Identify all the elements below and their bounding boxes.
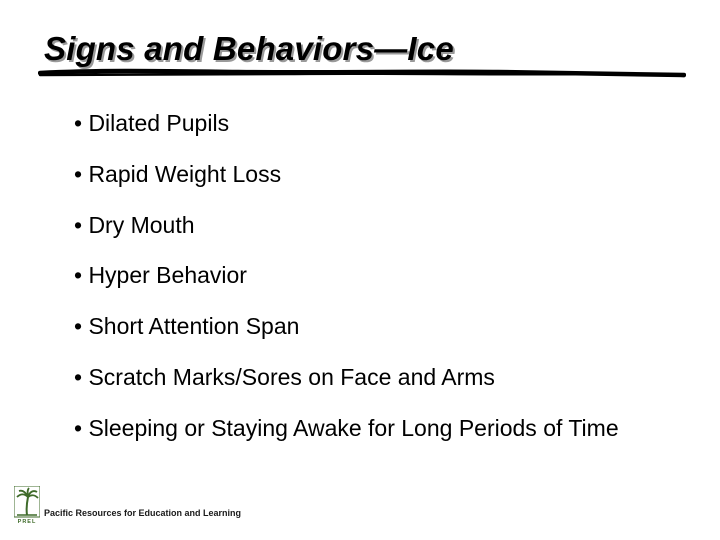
bullet-item: • Dilated Pupils	[74, 110, 230, 136]
bullet-item: • Hyper Behavior	[74, 262, 247, 289]
palm-tree-icon	[14, 486, 40, 524]
svg-text:PREL: PREL	[17, 519, 37, 524]
bullet-item: • Sleeping or Staying Awake for Long Periods of Time	[74, 414, 619, 441]
footer	[14, 484, 241, 524]
bullet-list	[74, 108, 694, 464]
bullet-item: • Rapid Weight Loss	[74, 160, 282, 187]
bullet-item: • Scratch Marks/Sores on Face and Arms	[74, 363, 495, 390]
bullet-item: • Short Attention Span	[74, 313, 300, 340]
bullet-item: • Dry Mouth	[74, 211, 195, 238]
footer-organization: Pacific Resources for Education and Learning	[44, 508, 242, 518]
title-underline	[38, 66, 686, 80]
slide-title: Signs and Behaviors—Ice	[44, 30, 454, 67]
